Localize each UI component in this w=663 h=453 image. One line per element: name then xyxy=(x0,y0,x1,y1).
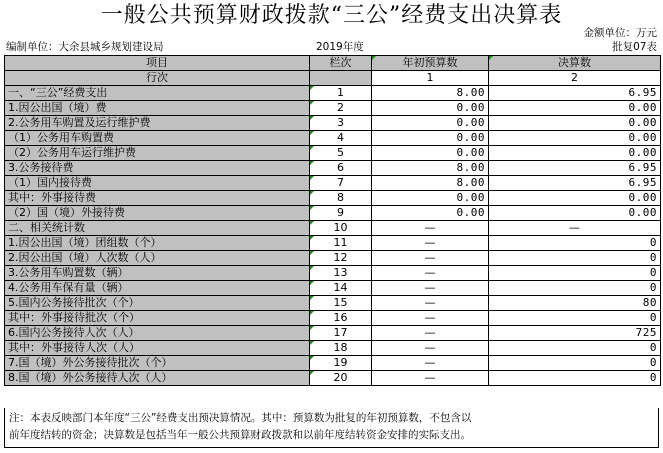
row-number[interactable] xyxy=(310,86,372,101)
table-row xyxy=(5,326,661,341)
budget-value[interactable] xyxy=(372,296,489,311)
cell-marker xyxy=(310,101,314,105)
row-number[interactable] xyxy=(310,266,372,281)
budget-value-text: 8.00 xyxy=(456,176,485,189)
row-number-text: 15 xyxy=(333,296,348,309)
unit-label: 金额单位：万元 xyxy=(583,27,657,39)
row-number[interactable] xyxy=(310,101,372,116)
table-row xyxy=(5,266,661,281)
table-title: 一般公共预算财政拨款“三公”经费支出决算表 xyxy=(100,3,563,28)
row-number[interactable] xyxy=(310,326,372,341)
row-number-text: 8 xyxy=(337,191,344,204)
actual-value-text: 0 xyxy=(649,356,657,369)
actual-value-text: 0 xyxy=(649,311,657,324)
budget-value[interactable] xyxy=(372,266,489,281)
cell-marker xyxy=(310,176,314,180)
actual-value[interactable] xyxy=(489,236,661,251)
row-label-text: 7.国（境）外公务接待批次（个） xyxy=(8,356,173,369)
row-number-text: 17 xyxy=(333,326,348,339)
row-number[interactable] xyxy=(310,191,372,206)
header-item[interactable]: 项目 xyxy=(5,56,310,71)
budget-value[interactable] xyxy=(372,251,489,266)
cell-marker xyxy=(310,116,314,120)
actual-value[interactable] xyxy=(489,326,661,341)
row-label-text: 3.公务接待费 xyxy=(8,161,74,174)
row-label-text: 其中：外事接待人次（人） xyxy=(8,341,140,354)
row-label-text: 3.公务用车购置数（辆） xyxy=(8,266,129,279)
table-row xyxy=(5,176,661,191)
actual-value-text: 0.00 xyxy=(628,131,657,144)
actual-value-text: 0 xyxy=(649,281,657,294)
actual-value-text: 6.95 xyxy=(628,161,657,174)
row-label[interactable] xyxy=(5,281,310,296)
actual-value[interactable] xyxy=(489,311,661,326)
row-number-text: 3 xyxy=(337,116,344,129)
row-label-text: （2）国（境）外接待费 xyxy=(8,206,125,219)
row-number-text: 10 xyxy=(333,221,348,234)
row-label-text: 其中：外事接待费 xyxy=(8,191,96,204)
year-label: 2019年度 xyxy=(316,41,364,53)
row-number[interactable] xyxy=(310,251,372,266)
actual-value[interactable] xyxy=(489,221,661,236)
actual-value-text: 0.00 xyxy=(628,101,657,114)
budget-value-text: — xyxy=(424,281,436,294)
row-label[interactable] xyxy=(5,191,310,206)
budget-value-text: 8.00 xyxy=(456,86,485,99)
table-row xyxy=(5,311,661,326)
actual-value-text: 0.00 xyxy=(628,206,657,219)
row-label[interactable] xyxy=(5,236,310,251)
table-row xyxy=(5,371,661,386)
budget-value-text: — xyxy=(424,326,436,339)
row-number-text: 20 xyxy=(333,371,348,384)
row-label-text: 5.国内公务接待批次（个） xyxy=(8,296,140,309)
actual-value[interactable] xyxy=(489,176,661,191)
row-number-text: 9 xyxy=(337,206,344,219)
actual-value[interactable] xyxy=(489,131,661,146)
actual-value-text: — xyxy=(569,221,580,234)
row-number[interactable] xyxy=(310,236,372,251)
actual-value[interactable] xyxy=(489,116,661,131)
budget-value-text: — xyxy=(424,266,436,279)
row-label[interactable] xyxy=(5,221,310,236)
actual-value-text: 6.95 xyxy=(628,176,657,189)
row-label-text: 8.国（境）外公务接待人次（人） xyxy=(8,371,173,384)
row-number[interactable] xyxy=(310,311,372,326)
actual-value[interactable] xyxy=(489,101,661,116)
cell-marker xyxy=(310,191,314,195)
row-label[interactable] xyxy=(5,176,310,191)
row-number[interactable] xyxy=(310,371,372,386)
actual-value[interactable] xyxy=(489,371,661,386)
actual-value-text: 725 xyxy=(635,326,657,339)
row-label[interactable] xyxy=(5,296,310,311)
actual-value-text: 0 xyxy=(649,341,657,354)
actual-value[interactable] xyxy=(489,281,661,296)
row-label-text: 1.因公出国（境）费 xyxy=(8,101,107,114)
actual-value[interactable] xyxy=(489,356,661,371)
cell-marker xyxy=(310,311,314,315)
row-label[interactable] xyxy=(5,266,310,281)
actual-value[interactable] xyxy=(489,206,661,221)
row-number-text: 18 xyxy=(333,341,348,354)
budget-value-text: — xyxy=(424,341,436,354)
actual-value-text: 80 xyxy=(642,296,657,309)
cell-marker xyxy=(310,341,314,345)
actual-value-text: 0 xyxy=(649,266,657,279)
row-label-text: 二、相关统计数 xyxy=(8,221,85,234)
row-number-text: 16 xyxy=(333,311,348,324)
row-label-text: 2.因公出国（境）人次数（人） xyxy=(8,251,162,264)
actual-value-text: 0.00 xyxy=(628,146,657,159)
row-label[interactable] xyxy=(5,131,310,146)
row-number[interactable] xyxy=(310,161,372,176)
actual-value-text: 6.95 xyxy=(628,86,657,99)
table-row xyxy=(5,161,661,176)
row-label[interactable] xyxy=(5,161,310,176)
row-number[interactable] xyxy=(310,356,372,371)
budget-value[interactable] xyxy=(372,371,489,386)
cell-marker xyxy=(310,236,314,240)
budget-value-text: — xyxy=(424,251,436,264)
cell-marker xyxy=(310,281,314,285)
row-label[interactable] xyxy=(5,326,310,341)
row-number-text: 11 xyxy=(333,236,348,249)
expenditure-table xyxy=(4,55,661,386)
note-line-1: 注：本表反映部门本年度“三公”经费支出预决算情况。其中：预算数为批复的年初预算数，不包含以 xyxy=(9,412,472,424)
row-number-text: 19 xyxy=(333,356,348,369)
budget-value[interactable] xyxy=(372,236,489,251)
budget-value-text: — xyxy=(424,221,436,234)
row-label[interactable] xyxy=(5,101,310,116)
budget-value[interactable] xyxy=(372,146,489,161)
row-label-text: （2）公务用车运行维护费 xyxy=(8,146,136,159)
budget-value[interactable] xyxy=(372,191,489,206)
table-row xyxy=(5,341,661,356)
row-number-text: 13 xyxy=(333,266,348,279)
form-number: 批复07表 xyxy=(612,41,657,53)
budget-value[interactable] xyxy=(372,326,489,341)
header-budget-no[interactable]: 1 xyxy=(372,71,489,86)
budget-value[interactable] xyxy=(372,161,489,176)
table-row xyxy=(5,131,661,146)
budget-value-text: 8.00 xyxy=(456,161,485,174)
cell-marker xyxy=(310,86,314,90)
actual-value[interactable] xyxy=(489,341,661,356)
row-label[interactable] xyxy=(5,206,310,221)
cell-marker xyxy=(310,161,314,165)
budget-value-text: — xyxy=(424,296,436,309)
cell-marker xyxy=(310,221,314,225)
cell-marker xyxy=(310,296,314,300)
row-label-text: 6.国内公务接待人次（人） xyxy=(8,326,140,339)
table-row xyxy=(5,101,661,116)
budget-value-text: 0.00 xyxy=(456,101,485,114)
row-number[interactable] xyxy=(310,116,372,131)
row-label[interactable] xyxy=(5,341,310,356)
budget-value[interactable] xyxy=(372,86,489,101)
row-label[interactable] xyxy=(5,371,310,386)
actual-value-text: 0.00 xyxy=(628,116,657,129)
budget-value-text: — xyxy=(424,311,436,324)
row-number-text: 2 xyxy=(337,101,344,114)
table-row xyxy=(5,116,661,131)
row-label-text: 2.公务用车购置及运行维护费 xyxy=(8,116,151,129)
actual-value[interactable] xyxy=(489,161,661,176)
cell-marker xyxy=(310,326,314,330)
actual-value[interactable] xyxy=(489,146,661,161)
cell-marker xyxy=(310,251,314,255)
cell-marker xyxy=(310,266,314,270)
row-label-text: 其中：外事接待批次（个） xyxy=(8,311,140,324)
table-row xyxy=(5,86,661,101)
budget-value[interactable] xyxy=(372,206,489,221)
actual-value[interactable] xyxy=(489,191,661,206)
table-row xyxy=(5,296,661,311)
row-label[interactable] xyxy=(5,311,310,326)
header-actual[interactable]: 决算数 xyxy=(489,56,661,71)
row-label-text: 一、“三公”经费支出 xyxy=(8,86,108,99)
budget-value[interactable] xyxy=(372,281,489,296)
row-number[interactable] xyxy=(310,221,372,236)
budget-value-text: — xyxy=(424,371,436,384)
table-row xyxy=(5,146,661,161)
header-row-blank[interactable] xyxy=(310,71,372,86)
table-row xyxy=(5,221,661,236)
organization-label: 编制单位：大余县城乡规划建设局 xyxy=(6,41,164,53)
cell-marker xyxy=(310,206,314,210)
table-row xyxy=(5,281,661,296)
row-number-text: 5 xyxy=(337,146,344,159)
actual-value[interactable] xyxy=(489,86,661,101)
actual-value-text: 0 xyxy=(649,371,657,384)
budget-value-text: 0.00 xyxy=(456,116,485,129)
header-actual-no[interactable]: 2 xyxy=(489,71,661,86)
row-number[interactable] xyxy=(310,176,372,191)
budget-value-text: 0.00 xyxy=(456,131,485,144)
actual-value[interactable] xyxy=(489,251,661,266)
row-label[interactable] xyxy=(5,251,310,266)
actual-value-text: 0.00 xyxy=(628,191,657,204)
row-label[interactable] xyxy=(5,356,310,371)
cell-marker xyxy=(310,131,314,135)
actual-value-text: 0 xyxy=(649,251,657,264)
row-number[interactable] xyxy=(310,146,372,161)
actual-value[interactable] xyxy=(489,266,661,281)
budget-value[interactable] xyxy=(372,341,489,356)
cell-marker xyxy=(310,146,314,150)
cell-marker xyxy=(310,356,314,360)
row-number[interactable] xyxy=(310,296,372,311)
budget-value-text: — xyxy=(424,236,436,249)
note-line-2: 前年度结转的资金；决算数是包括当年一般公共预算财政拨款和以前年度结转资金安排的实际支出。 xyxy=(9,429,471,441)
row-label[interactable] xyxy=(5,86,310,101)
table-row xyxy=(5,356,661,371)
row-number[interactable] xyxy=(310,206,372,221)
row-number[interactable] xyxy=(310,131,372,146)
table-row xyxy=(5,251,661,266)
budget-value[interactable] xyxy=(372,131,489,146)
row-number-text: 12 xyxy=(333,251,348,264)
row-label-text: 1.因公出国（境）团组数（个） xyxy=(8,236,162,249)
budget-value-text: 0.00 xyxy=(456,206,485,219)
header-col-no[interactable]: 栏次 xyxy=(310,56,372,71)
budget-value[interactable] xyxy=(372,311,489,326)
row-label-text: 4.公务用车保有量（辆） xyxy=(8,281,129,294)
table-row xyxy=(5,191,661,206)
actual-value-text: 0 xyxy=(649,236,657,249)
budget-value[interactable] xyxy=(372,356,489,371)
cell-marker xyxy=(310,371,314,375)
row-number-text: 6 xyxy=(337,161,344,174)
header-row xyxy=(5,56,661,71)
budget-value[interactable] xyxy=(372,221,489,236)
row-label-text: （1）国内接待费 xyxy=(8,176,92,189)
row-number[interactable] xyxy=(310,281,372,296)
row-number-text: 1 xyxy=(337,86,344,99)
row-number-text: 14 xyxy=(333,281,348,294)
budget-value[interactable] xyxy=(372,101,489,116)
budget-value-text: — xyxy=(424,356,436,369)
actual-value[interactable] xyxy=(489,296,661,311)
budget-value-text: 0.00 xyxy=(456,146,485,159)
row-number-text: 7 xyxy=(337,176,344,189)
table-note xyxy=(4,408,659,448)
budget-value[interactable] xyxy=(372,176,489,191)
header-budget[interactable]: 年初预算数 xyxy=(372,56,489,71)
budget-value-text: 0.00 xyxy=(456,191,485,204)
row-number-text: 4 xyxy=(337,131,344,144)
row-label[interactable] xyxy=(5,116,310,131)
table-row xyxy=(5,236,661,251)
budget-value[interactable] xyxy=(372,116,489,131)
header-row-label[interactable]: 行次 xyxy=(5,71,310,86)
header-index-row xyxy=(5,71,661,86)
row-label-text: （1）公务用车购置费 xyxy=(8,131,114,144)
row-label[interactable] xyxy=(5,146,310,161)
row-number[interactable] xyxy=(310,341,372,356)
table-row xyxy=(5,206,661,221)
